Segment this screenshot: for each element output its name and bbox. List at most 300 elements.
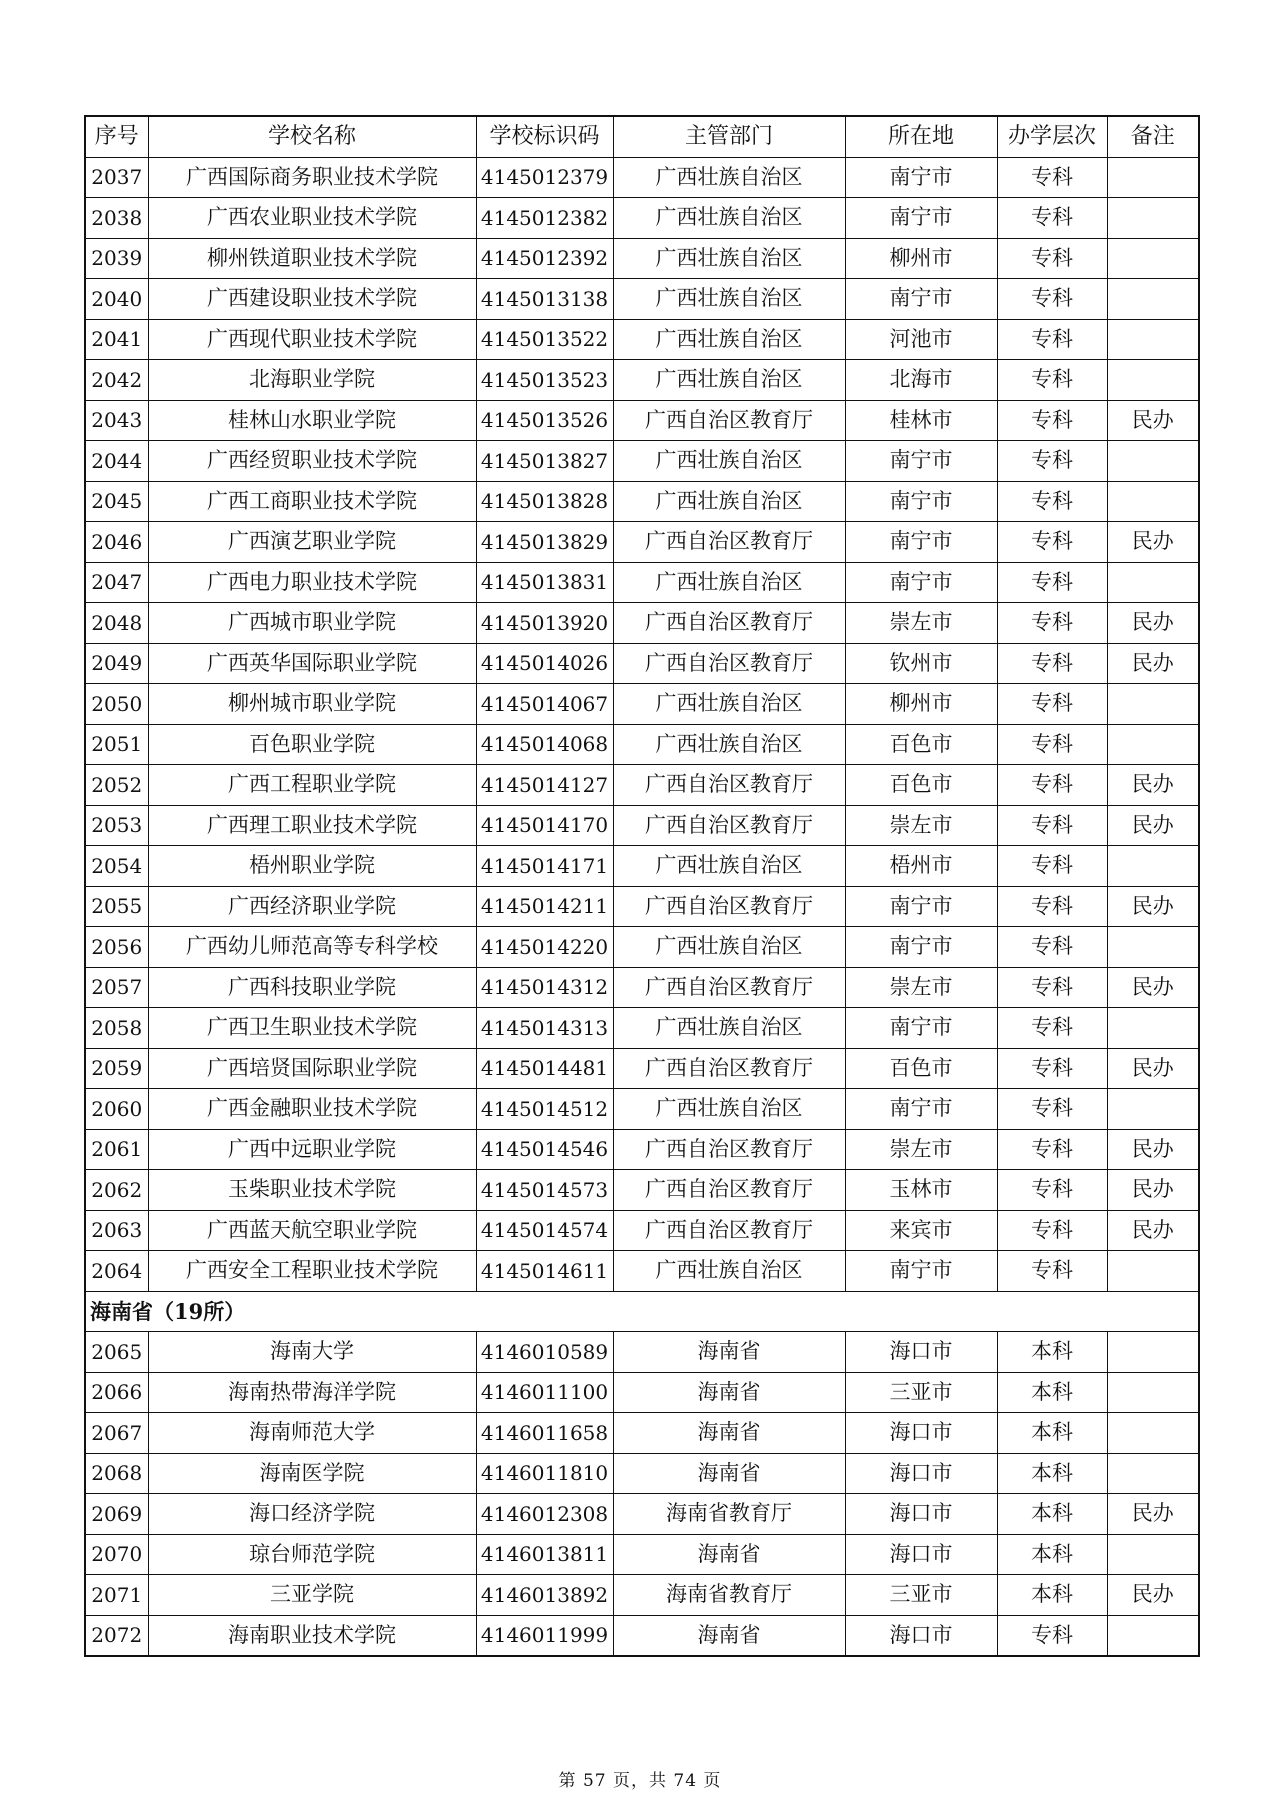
school-list-table <box>84 115 1200 1657</box>
cell-school-name: 广西安全工程职业技术学院 <box>148 1251 476 1292</box>
cell-school-code: 4146011100 <box>476 1372 613 1413</box>
cell-school-name: 广西英华国际职业学院 <box>148 643 476 684</box>
cell-department: 广西自治区教育厅 <box>613 522 845 563</box>
cell-school-code: 4146012308 <box>476 1494 613 1535</box>
cell-num: 2058 <box>85 1008 148 1049</box>
cell-school-name: 广西理工职业技术学院 <box>148 805 476 846</box>
cell-school-code: 4145012379 <box>476 157 613 198</box>
cell-school-name: 广西蓝天航空职业学院 <box>148 1210 476 1251</box>
table-row <box>85 562 1199 603</box>
cell-level: 本科 <box>997 1534 1107 1575</box>
cell-location: 南宁市 <box>845 441 997 482</box>
cell-department: 海南省 <box>613 1332 845 1373</box>
table-row <box>85 1089 1199 1130</box>
table-row <box>85 1170 1199 1211</box>
cell-location: 桂林市 <box>845 400 997 441</box>
cell-location: 海口市 <box>845 1615 997 1656</box>
cell-school-name: 海南职业技术学院 <box>148 1615 476 1656</box>
cell-location: 南宁市 <box>845 1251 997 1292</box>
cell-school-name: 广西金融职业技术学院 <box>148 1089 476 1130</box>
cell-level: 专科 <box>997 603 1107 644</box>
cell-school-name: 广西科技职业学院 <box>148 967 476 1008</box>
cell-note <box>1107 1089 1199 1130</box>
cell-note <box>1107 1453 1199 1494</box>
header-name: 学校名称 <box>148 116 476 157</box>
cell-num: 2049 <box>85 643 148 684</box>
cell-note <box>1107 1413 1199 1454</box>
cell-school-name: 广西国际商务职业技术学院 <box>148 157 476 198</box>
cell-level: 本科 <box>997 1575 1107 1616</box>
cell-level: 专科 <box>997 522 1107 563</box>
cell-location: 百色市 <box>845 1048 997 1089</box>
cell-location: 海口市 <box>845 1453 997 1494</box>
table-row <box>85 765 1199 806</box>
cell-num: 2069 <box>85 1494 148 1535</box>
cell-num: 2041 <box>85 319 148 360</box>
cell-level: 专科 <box>997 441 1107 482</box>
cell-location: 河池市 <box>845 319 997 360</box>
cell-level: 专科 <box>997 643 1107 684</box>
cell-school-code: 4145012392 <box>476 238 613 279</box>
cell-school-name: 海南医学院 <box>148 1453 476 1494</box>
cell-num: 2065 <box>85 1332 148 1373</box>
cell-num: 2072 <box>85 1615 148 1656</box>
cell-school-code: 4146010589 <box>476 1332 613 1373</box>
cell-department: 海南省 <box>613 1453 845 1494</box>
cell-school-code: 4145014171 <box>476 846 613 887</box>
cell-note: 民办 <box>1107 1494 1199 1535</box>
table-row <box>85 643 1199 684</box>
cell-school-name: 广西经贸职业技术学院 <box>148 441 476 482</box>
header-note: 备注 <box>1107 116 1199 157</box>
cell-school-name: 海南热带海洋学院 <box>148 1372 476 1413</box>
cell-level: 专科 <box>997 765 1107 806</box>
cell-location: 钦州市 <box>845 643 997 684</box>
cell-level: 专科 <box>997 198 1107 239</box>
cell-department: 广西自治区教育厅 <box>613 603 845 644</box>
cell-num: 2067 <box>85 1413 148 1454</box>
cell-num: 2045 <box>85 481 148 522</box>
cell-note: 民办 <box>1107 522 1199 563</box>
table-row <box>85 481 1199 522</box>
cell-school-name: 广西演艺职业学院 <box>148 522 476 563</box>
cell-school-code: 4145014127 <box>476 765 613 806</box>
cell-note: 民办 <box>1107 1210 1199 1251</box>
cell-school-name: 广西幼儿师范高等专科学校 <box>148 927 476 968</box>
section-title: 海南省（19所） <box>85 1291 1199 1332</box>
table-row <box>85 1129 1199 1170</box>
cell-school-name: 广西现代职业技术学院 <box>148 319 476 360</box>
cell-note <box>1107 1534 1199 1575</box>
table-row <box>85 1575 1199 1616</box>
cell-note <box>1107 724 1199 765</box>
cell-school-code: 4145014220 <box>476 927 613 968</box>
cell-school-name: 广西经济职业学院 <box>148 886 476 927</box>
cell-level: 专科 <box>997 157 1107 198</box>
cell-note <box>1107 1615 1199 1656</box>
cell-department: 广西壮族自治区 <box>613 846 845 887</box>
cell-num: 2054 <box>85 846 148 887</box>
cell-location: 南宁市 <box>845 1089 997 1130</box>
cell-level: 专科 <box>997 1615 1107 1656</box>
table-body <box>85 157 1199 1656</box>
cell-department: 海南省 <box>613 1615 845 1656</box>
cell-department: 广西壮族自治区 <box>613 319 845 360</box>
cell-num: 2068 <box>85 1453 148 1494</box>
cell-school-name: 广西农业职业技术学院 <box>148 198 476 239</box>
cell-level: 专科 <box>997 1210 1107 1251</box>
cell-note <box>1107 319 1199 360</box>
cell-department: 广西自治区教育厅 <box>613 886 845 927</box>
cell-school-name: 广西工商职业技术学院 <box>148 481 476 522</box>
table-row <box>85 603 1199 644</box>
cell-department: 广西壮族自治区 <box>613 279 845 320</box>
cell-num: 2062 <box>85 1170 148 1211</box>
table-row <box>85 886 1199 927</box>
cell-school-code: 4145014573 <box>476 1170 613 1211</box>
table-row <box>85 238 1199 279</box>
cell-location: 海口市 <box>845 1494 997 1535</box>
cell-department: 广西壮族自治区 <box>613 927 845 968</box>
cell-school-code: 4145014481 <box>476 1048 613 1089</box>
cell-location: 崇左市 <box>845 603 997 644</box>
header-row <box>85 116 1199 157</box>
cell-num: 2070 <box>85 1534 148 1575</box>
cell-location: 海口市 <box>845 1534 997 1575</box>
cell-note <box>1107 684 1199 725</box>
cell-level: 专科 <box>997 886 1107 927</box>
cell-school-code: 4145013526 <box>476 400 613 441</box>
cell-department: 广西壮族自治区 <box>613 1251 845 1292</box>
cell-note <box>1107 1332 1199 1373</box>
cell-department: 广西壮族自治区 <box>613 724 845 765</box>
cell-num: 2063 <box>85 1210 148 1251</box>
cell-num: 2055 <box>85 886 148 927</box>
cell-note <box>1107 279 1199 320</box>
cell-num: 2060 <box>85 1089 148 1130</box>
cell-department: 广西自治区教育厅 <box>613 1170 845 1211</box>
cell-num: 2042 <box>85 360 148 401</box>
cell-department: 广西壮族自治区 <box>613 1008 845 1049</box>
cell-num: 2061 <box>85 1129 148 1170</box>
cell-school-code: 4145014312 <box>476 967 613 1008</box>
cell-department: 广西自治区教育厅 <box>613 805 845 846</box>
cell-department: 海南省教育厅 <box>613 1494 845 1535</box>
section-header-row <box>85 1291 1199 1332</box>
cell-department: 海南省 <box>613 1534 845 1575</box>
table-row <box>85 400 1199 441</box>
cell-num: 2038 <box>85 198 148 239</box>
cell-location: 南宁市 <box>845 886 997 927</box>
cell-department: 广西自治区教育厅 <box>613 643 845 684</box>
cell-school-code: 4145014512 <box>476 1089 613 1130</box>
table-row <box>85 927 1199 968</box>
cell-level: 本科 <box>997 1332 1107 1373</box>
cell-location: 南宁市 <box>845 927 997 968</box>
cell-school-code: 4145013138 <box>476 279 613 320</box>
cell-level: 专科 <box>997 1251 1107 1292</box>
cell-school-name: 海南大学 <box>148 1332 476 1373</box>
cell-school-name: 广西培贤国际职业学院 <box>148 1048 476 1089</box>
table-row <box>85 684 1199 725</box>
cell-school-code: 4145014546 <box>476 1129 613 1170</box>
cell-school-code: 4145013523 <box>476 360 613 401</box>
cell-note <box>1107 1251 1199 1292</box>
cell-note <box>1107 157 1199 198</box>
cell-num: 2064 <box>85 1251 148 1292</box>
cell-school-code: 4146013811 <box>476 1534 613 1575</box>
cell-level: 本科 <box>997 1453 1107 1494</box>
cell-num: 2050 <box>85 684 148 725</box>
cell-level: 专科 <box>997 967 1107 1008</box>
cell-department: 广西自治区教育厅 <box>613 400 845 441</box>
cell-school-code: 4145013522 <box>476 319 613 360</box>
table-row <box>85 1008 1199 1049</box>
cell-department: 广西自治区教育厅 <box>613 1048 845 1089</box>
cell-location: 崇左市 <box>845 1129 997 1170</box>
cell-school-name: 广西卫生职业技术学院 <box>148 1008 476 1049</box>
cell-school-name: 广西城市职业学院 <box>148 603 476 644</box>
cell-num: 2071 <box>85 1575 148 1616</box>
cell-level: 专科 <box>997 360 1107 401</box>
cell-level: 专科 <box>997 279 1107 320</box>
cell-location: 南宁市 <box>845 481 997 522</box>
table-row <box>85 967 1199 1008</box>
cell-school-name: 桂林山水职业学院 <box>148 400 476 441</box>
cell-department: 广西壮族自治区 <box>613 238 845 279</box>
cell-num: 2047 <box>85 562 148 603</box>
cell-school-name: 广西工程职业学院 <box>148 765 476 806</box>
table-row <box>85 1251 1199 1292</box>
cell-level: 专科 <box>997 684 1107 725</box>
table-row <box>85 724 1199 765</box>
cell-school-name: 海口经济学院 <box>148 1494 476 1535</box>
cell-num: 2046 <box>85 522 148 563</box>
cell-school-name: 玉柴职业技术学院 <box>148 1170 476 1211</box>
cell-school-code: 4145014026 <box>476 643 613 684</box>
cell-location: 柳州市 <box>845 238 997 279</box>
cell-school-code: 4146011999 <box>476 1615 613 1656</box>
table-row <box>85 1048 1199 1089</box>
cell-num: 2051 <box>85 724 148 765</box>
cell-school-code: 4145012382 <box>476 198 613 239</box>
cell-school-name: 百色职业学院 <box>148 724 476 765</box>
cell-school-name: 北海职业学院 <box>148 360 476 401</box>
cell-location: 南宁市 <box>845 1008 997 1049</box>
cell-level: 专科 <box>997 805 1107 846</box>
cell-school-code: 4145014313 <box>476 1008 613 1049</box>
cell-note <box>1107 562 1199 603</box>
cell-note <box>1107 441 1199 482</box>
cell-level: 专科 <box>997 238 1107 279</box>
cell-school-code: 4146011658 <box>476 1413 613 1454</box>
table-row <box>85 157 1199 198</box>
table-row <box>85 1534 1199 1575</box>
cell-department: 广西自治区教育厅 <box>613 967 845 1008</box>
cell-department: 广西壮族自治区 <box>613 360 845 401</box>
cell-location: 三亚市 <box>845 1575 997 1616</box>
cell-level: 专科 <box>997 562 1107 603</box>
cell-school-code: 4146013892 <box>476 1575 613 1616</box>
cell-note: 民办 <box>1107 805 1199 846</box>
cell-school-code: 4145013920 <box>476 603 613 644</box>
table-row <box>85 441 1199 482</box>
cell-num: 2043 <box>85 400 148 441</box>
cell-location: 南宁市 <box>845 157 997 198</box>
cell-location: 来宾市 <box>845 1210 997 1251</box>
header-level: 办学层次 <box>997 116 1107 157</box>
cell-note: 民办 <box>1107 643 1199 684</box>
cell-school-name: 柳州城市职业学院 <box>148 684 476 725</box>
header-city: 所在地 <box>845 116 997 157</box>
cell-school-code: 4145013828 <box>476 481 613 522</box>
cell-location: 南宁市 <box>845 522 997 563</box>
cell-level: 专科 <box>997 481 1107 522</box>
cell-note <box>1107 481 1199 522</box>
cell-department: 广西自治区教育厅 <box>613 765 845 806</box>
cell-department: 广西自治区教育厅 <box>613 1210 845 1251</box>
cell-note <box>1107 238 1199 279</box>
cell-note: 民办 <box>1107 1575 1199 1616</box>
cell-location: 南宁市 <box>845 562 997 603</box>
cell-school-name: 海南师范大学 <box>148 1413 476 1454</box>
cell-level: 专科 <box>997 1008 1107 1049</box>
cell-note: 民办 <box>1107 400 1199 441</box>
cell-level: 专科 <box>997 400 1107 441</box>
cell-department: 海南省教育厅 <box>613 1575 845 1616</box>
cell-level: 专科 <box>997 927 1107 968</box>
cell-location: 百色市 <box>845 724 997 765</box>
cell-department: 海南省 <box>613 1413 845 1454</box>
table-row <box>85 279 1199 320</box>
cell-note <box>1107 198 1199 239</box>
cell-num: 2052 <box>85 765 148 806</box>
cell-num: 2040 <box>85 279 148 320</box>
cell-location: 海口市 <box>845 1413 997 1454</box>
cell-num: 2056 <box>85 927 148 968</box>
cell-level: 专科 <box>997 1170 1107 1211</box>
cell-department: 海南省 <box>613 1372 845 1413</box>
cell-note: 民办 <box>1107 603 1199 644</box>
cell-level: 专科 <box>997 1089 1107 1130</box>
header-code: 学校标识码 <box>476 116 613 157</box>
cell-note: 民办 <box>1107 1170 1199 1211</box>
table-row <box>85 1494 1199 1535</box>
cell-num: 2057 <box>85 967 148 1008</box>
table-row <box>85 198 1199 239</box>
cell-school-code: 4145014067 <box>476 684 613 725</box>
table-row <box>85 522 1199 563</box>
cell-location: 玉林市 <box>845 1170 997 1211</box>
table-row <box>85 319 1199 360</box>
table-row <box>85 1372 1199 1413</box>
cell-location: 南宁市 <box>845 198 997 239</box>
cell-school-name: 梧州职业学院 <box>148 846 476 887</box>
cell-level: 本科 <box>997 1372 1107 1413</box>
cell-location: 百色市 <box>845 765 997 806</box>
table-row <box>85 846 1199 887</box>
table-row <box>85 1332 1199 1373</box>
table-row <box>85 360 1199 401</box>
cell-num: 2048 <box>85 603 148 644</box>
cell-department: 广西壮族自治区 <box>613 481 845 522</box>
cell-note <box>1107 1372 1199 1413</box>
table-row <box>85 1615 1199 1656</box>
cell-note <box>1107 1008 1199 1049</box>
cell-note <box>1107 360 1199 401</box>
cell-note: 民办 <box>1107 1129 1199 1170</box>
table-row <box>85 1210 1199 1251</box>
cell-school-code: 4145014211 <box>476 886 613 927</box>
cell-school-code: 4145013831 <box>476 562 613 603</box>
cell-num: 2039 <box>85 238 148 279</box>
cell-num: 2044 <box>85 441 148 482</box>
cell-school-code: 4145014170 <box>476 805 613 846</box>
cell-note: 民办 <box>1107 886 1199 927</box>
cell-num: 2053 <box>85 805 148 846</box>
cell-department: 广西壮族自治区 <box>613 1089 845 1130</box>
cell-school-name: 广西中远职业学院 <box>148 1129 476 1170</box>
cell-note <box>1107 846 1199 887</box>
header-dept: 主管部门 <box>613 116 845 157</box>
cell-school-name: 广西电力职业技术学院 <box>148 562 476 603</box>
table-row <box>85 805 1199 846</box>
cell-level: 本科 <box>997 1413 1107 1454</box>
cell-department: 广西壮族自治区 <box>613 684 845 725</box>
cell-level: 专科 <box>997 319 1107 360</box>
cell-location: 南宁市 <box>845 279 997 320</box>
table-row <box>85 1453 1199 1494</box>
cell-location: 崇左市 <box>845 967 997 1008</box>
cell-level: 专科 <box>997 724 1107 765</box>
cell-level: 专科 <box>997 1129 1107 1170</box>
cell-note: 民办 <box>1107 765 1199 806</box>
cell-school-name: 琼台师范学院 <box>148 1534 476 1575</box>
cell-school-code: 4145014574 <box>476 1210 613 1251</box>
cell-school-code: 4145014611 <box>476 1251 613 1292</box>
cell-department: 广西壮族自治区 <box>613 157 845 198</box>
cell-note <box>1107 927 1199 968</box>
cell-department: 广西壮族自治区 <box>613 198 845 239</box>
cell-location: 崇左市 <box>845 805 997 846</box>
cell-location: 北海市 <box>845 360 997 401</box>
cell-level: 本科 <box>997 1494 1107 1535</box>
table-row <box>85 1413 1199 1454</box>
cell-location: 柳州市 <box>845 684 997 725</box>
cell-department: 广西壮族自治区 <box>613 441 845 482</box>
cell-school-code: 4145014068 <box>476 724 613 765</box>
cell-department: 广西壮族自治区 <box>613 562 845 603</box>
cell-department: 广西自治区教育厅 <box>613 1129 845 1170</box>
cell-num: 2066 <box>85 1372 148 1413</box>
cell-location: 梧州市 <box>845 846 997 887</box>
cell-school-name: 柳州铁道职业技术学院 <box>148 238 476 279</box>
page-footer: 第 57 页，共 74 页 <box>558 1771 722 1791</box>
cell-note: 民办 <box>1107 1048 1199 1089</box>
cell-location: 海口市 <box>845 1332 997 1373</box>
cell-school-name: 广西建设职业技术学院 <box>148 279 476 320</box>
cell-location: 三亚市 <box>845 1372 997 1413</box>
cell-num: 2037 <box>85 157 148 198</box>
cell-num: 2059 <box>85 1048 148 1089</box>
cell-school-name: 三亚学院 <box>148 1575 476 1616</box>
header-num: 序号 <box>85 116 148 157</box>
cell-school-code: 4145013827 <box>476 441 613 482</box>
cell-level: 专科 <box>997 846 1107 887</box>
cell-note: 民办 <box>1107 967 1199 1008</box>
cell-school-code: 4145013829 <box>476 522 613 563</box>
cell-school-code: 4146011810 <box>476 1453 613 1494</box>
